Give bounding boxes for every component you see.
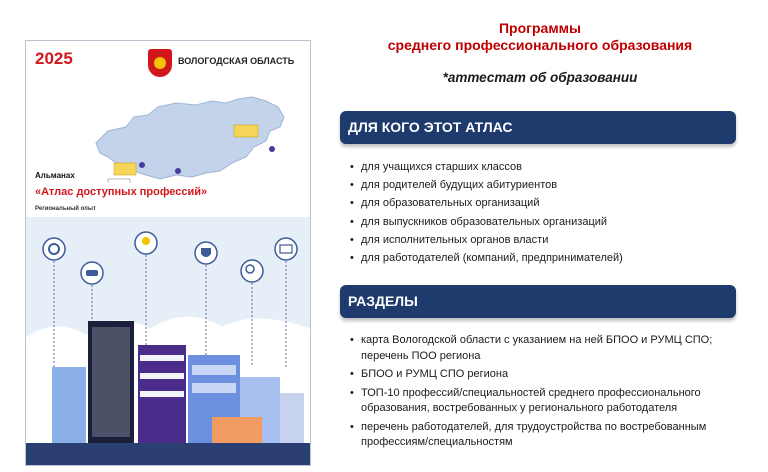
map-marker-center: [175, 168, 181, 174]
shield-icon: [195, 242, 217, 264]
map-marker-west: [139, 162, 145, 168]
cover-region-name: ВОЛОГОДСКАЯ ОБЛАСТЬ: [178, 56, 295, 66]
car-icon: [81, 262, 103, 284]
list-item: • для работодателей (компаний, предпринимателей): [350, 249, 623, 267]
sections-list: [350, 333, 730, 454]
cover-year: 2025: [35, 49, 73, 68]
city-illustration: [26, 217, 311, 466]
list-item: • карта Вологодской области с указанием на ней БПОО и РУМЦ СПО; перечень ПОО региона: [350, 333, 730, 364]
page-subtitle: *аттестат об образовании: [442, 70, 638, 85]
page-title-line-1: Программы: [498, 20, 581, 36]
list-item: • БПОО и РУМЦ СПО региона: [350, 367, 730, 383]
map-label-card-1: [234, 125, 258, 137]
map-marker-north: [269, 146, 275, 152]
list-item: • для образовательных организаций: [350, 194, 623, 212]
list-item: • для учащихся старших классов: [350, 158, 623, 176]
mail-icon: [275, 238, 297, 260]
cover-regional-label: Региональный опыт: [35, 206, 96, 212]
audience-list: [350, 158, 623, 267]
map-label-card-2: [114, 163, 136, 175]
page-title: [340, 20, 740, 54]
region-map: [26, 83, 311, 183]
list-item: • для родителей будущих абитуриентов: [350, 176, 623, 194]
cover-almanac-label: Альманах: [35, 171, 75, 180]
region-crest-icon: [148, 49, 172, 77]
cover-atlas-title: «Атлас доступных профессий»: [35, 186, 208, 198]
page-title-line-2: среднего профессионального образования: [387, 37, 693, 53]
list-item: • для выпускников образовательных организаций: [350, 213, 623, 231]
lightbulb-icon: [135, 232, 157, 254]
map-label-card-3: [108, 179, 130, 183]
audience-section-header: ДЛЯ КОГО ЭТОТ АТЛАС: [340, 111, 736, 144]
list-item: • перечень работодателей, для трудоустройства по востребованным профессиям/специальностям: [350, 420, 730, 451]
gear-icon: [43, 238, 65, 260]
magnifier-icon: [241, 260, 263, 282]
list-item: • ТОП-10 профессий/специальностей среднего профессионального образования, востребованных у регионального работодателя: [350, 386, 730, 417]
sections-section-header: РАЗДЕЛЫ: [340, 285, 736, 318]
list-item: • для исполнительных органов власти: [350, 231, 623, 249]
almanac-cover: [25, 40, 311, 466]
